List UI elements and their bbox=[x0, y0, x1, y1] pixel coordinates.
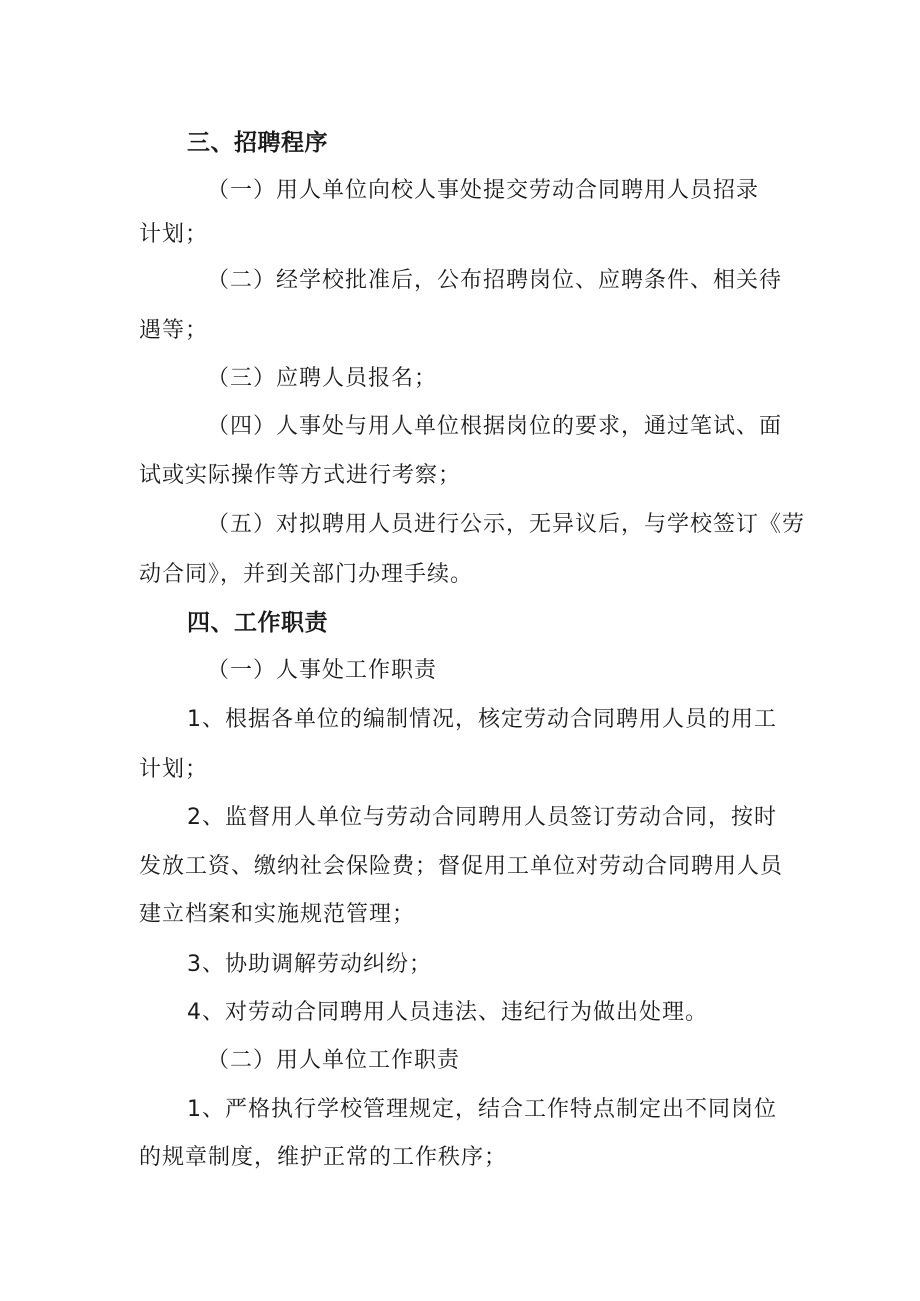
list-item-line: 1、严格执行学校管理规定，结合工作特点制定出不同岗位 bbox=[187, 1097, 777, 1122]
list-item-line: 发放工资、缴纳社会保险费；督促用工单位对劳动合同聘用人员 bbox=[139, 854, 784, 879]
list-item-line: 3、协助调解劳动纠纷； bbox=[187, 952, 432, 977]
paragraph-line: 计划； bbox=[139, 222, 209, 247]
paragraph-line: 试或实际操作等方式进行考察； bbox=[139, 463, 462, 488]
list-item-line: 的规章制度，维护正常的工作秩序； bbox=[139, 1145, 508, 1170]
paragraph-line: （五）对拟聘用人员进行公示，无异议后，与学校签订《劳 bbox=[207, 512, 806, 537]
paragraph-line: （三）应聘人员报名； bbox=[207, 366, 438, 391]
paragraph-line: 动合同》，并到关部门办理手续。 bbox=[139, 562, 474, 587]
list-item-line: 4、对劳动合同聘用人员违法、违纪行为做出处理。 bbox=[187, 1000, 708, 1025]
list-item-line: 2、监督用人单位与劳动合同聘用人员签订劳动合同，按时 bbox=[187, 805, 777, 830]
list-item-line: 计划； bbox=[139, 757, 209, 782]
paragraph-line: （一）用人单位向校人事处提交劳动合同聘用人员招录 bbox=[207, 178, 760, 203]
paragraph-line: 遇等； bbox=[139, 318, 209, 343]
paragraph-line: （四）人事处与用人单位根据岗位的要求，通过笔试、面 bbox=[207, 414, 783, 439]
subsection-heading: （一）人事处工作职责 bbox=[207, 658, 438, 683]
list-item-line: 建立档案和实施规范管理； bbox=[139, 902, 416, 927]
subsection-heading: （二）用人单位工作职责 bbox=[207, 1048, 461, 1073]
section-heading: 三、招聘程序 bbox=[187, 130, 328, 156]
paragraph-line: （二）经学校批准后，公布招聘岗位、应聘条件、相关待 bbox=[207, 268, 783, 293]
list-item-line: 1、根据各单位的编制情况，核定劳动合同聘用人员的用工 bbox=[187, 707, 777, 732]
section-heading: 四、工作职责 bbox=[187, 610, 328, 636]
